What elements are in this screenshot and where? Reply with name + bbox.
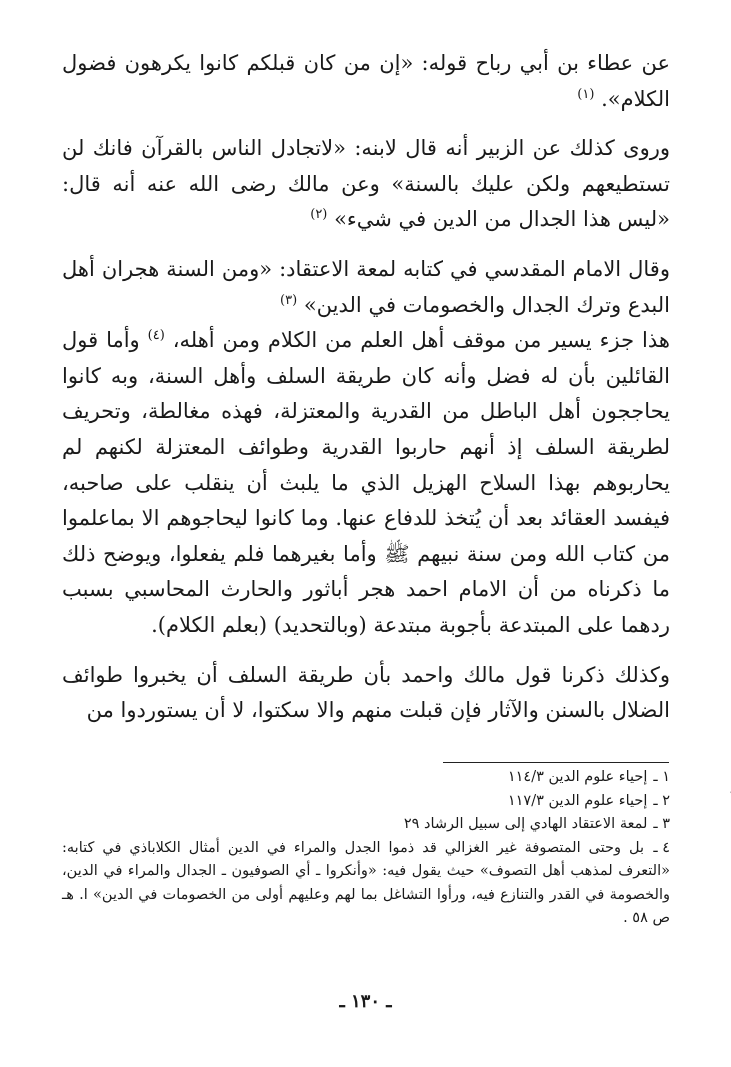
footnote-number: ١ ـ: [653, 769, 670, 785]
footnote-3: [62, 813, 670, 837]
paragraph-5: [62, 658, 670, 729]
footnote-ref-1: (١): [577, 86, 595, 102]
footnote-number: ٤ ـ: [653, 839, 671, 856]
footnote-ref-2: (٢): [310, 207, 328, 223]
paragraph-4-text-a: هذا جزء يسير من موقف أهل العلم من الكلام ومن أهله،: [172, 328, 670, 353]
paragraph-3: [62, 252, 670, 323]
footnote-text: لمعة الاعتقاد الهادي إلى سبيل الرشاد ٢٩: [403, 816, 648, 832]
footnote-number: ٢ ـ: [653, 792, 670, 809]
paragraph-1-text: عن عطاء بن أبي رباح قوله: «إن من كان قبلكم كانوا يكرهون فضول الكلام».: [62, 51, 670, 111]
footnotes: [62, 766, 670, 931]
footnote-2: [62, 790, 670, 814]
footnote-text: إحياء علوم الدين ١١٤/٣: [507, 769, 648, 785]
paragraph-2-text: وروى كذلك عن الزبير أنه قال لابنه: «لاتجادل الناس بالقرآن فانك لن تستطيعهم ولكن عليك بالسنة» وعن مالك رضى الله عنه أنه قال: «ليس هذا الجدال من الدين في شيء»: [62, 136, 670, 232]
footnote-separator: [443, 762, 669, 763]
paragraph-5-text: وكذلك ذكرنا قول مالك واحمد بأن طريقة السلف أن يخبروا طوائف الضلال بالسنن والآثار فإن قبلت منهم والا سكتوا، لا أن يستوردوا من: [62, 662, 670, 723]
paragraph-4-text-b: وأما قول القائلين بأن له فضل وأنه كان طريقة السلف وأهل السنة، وبه كانوا يحاججون أهل الباطل من القدرية والمعتزلة، فهذه مغالطة، وتحريف لطريقة السلف إذ أنهم حاربوا القدرية وطوائف المعتزلة لكنهم لم يحاربوهم بهذا السلاح الهزيل الذي ما يلبث أن ينقلب على صاحبه، فيفسد العقائد بعد أن يُتخذ للدفاع عنها. وما كانوا ليحاجوهم الا بماعلموا من كتاب الله ومن سنة نبيهم ﷺ وأما بغيرهما فلم يفعلوا، ويوضح ذلك ما ذكرناه من أن الامام احمد هجر أباثور والحارث المحاسبي بسبب ردهما على المبتدعة بأجوبة مبتدعة (وبالتحديد) (بعلم الكلام).: [62, 328, 670, 637]
paragraph-2: [62, 131, 670, 238]
footnote-1: [62, 766, 670, 790]
footnote-4: [62, 837, 670, 931]
main-text: [62, 46, 670, 729]
page-number: ـ ١٣٠ ـ: [339, 991, 392, 1012]
paragraph-1: [62, 46, 670, 117]
footnote-ref-4: (٤): [147, 328, 165, 344]
paragraph-4: [62, 323, 670, 643]
paragraph-3-text: وقال الامام المقدسي في كتابه لمعة الاعتقاد: «ومن السنة هجران أهل البدع وترك الجدال والخصومات في الدين»: [62, 256, 670, 317]
footnote-text: بل وحتى المتصوفة غير الغزالي قد ذموا الجدل والمراء في الدين أمثال الكلاباذي في كتابه: «التعرف لمذهب أهل التصوف» حيث يقول فيه: «وأنكروا ـ أي الصوفيون ـ الجدال والمراء في الدين، والخصومة في القدر والتنازع فيه، ورأوا التشاغل بما لهم وعليهم أولى من الخصومات في الدين» ا. هـ ص ٥٨ .: [62, 839, 670, 926]
footnote-ref-3: (٣): [280, 292, 298, 308]
footnote-number: ٣ ـ: [653, 816, 670, 832]
footnote-text: إحياء علوم الدين ١١٧/٣: [507, 792, 648, 809]
